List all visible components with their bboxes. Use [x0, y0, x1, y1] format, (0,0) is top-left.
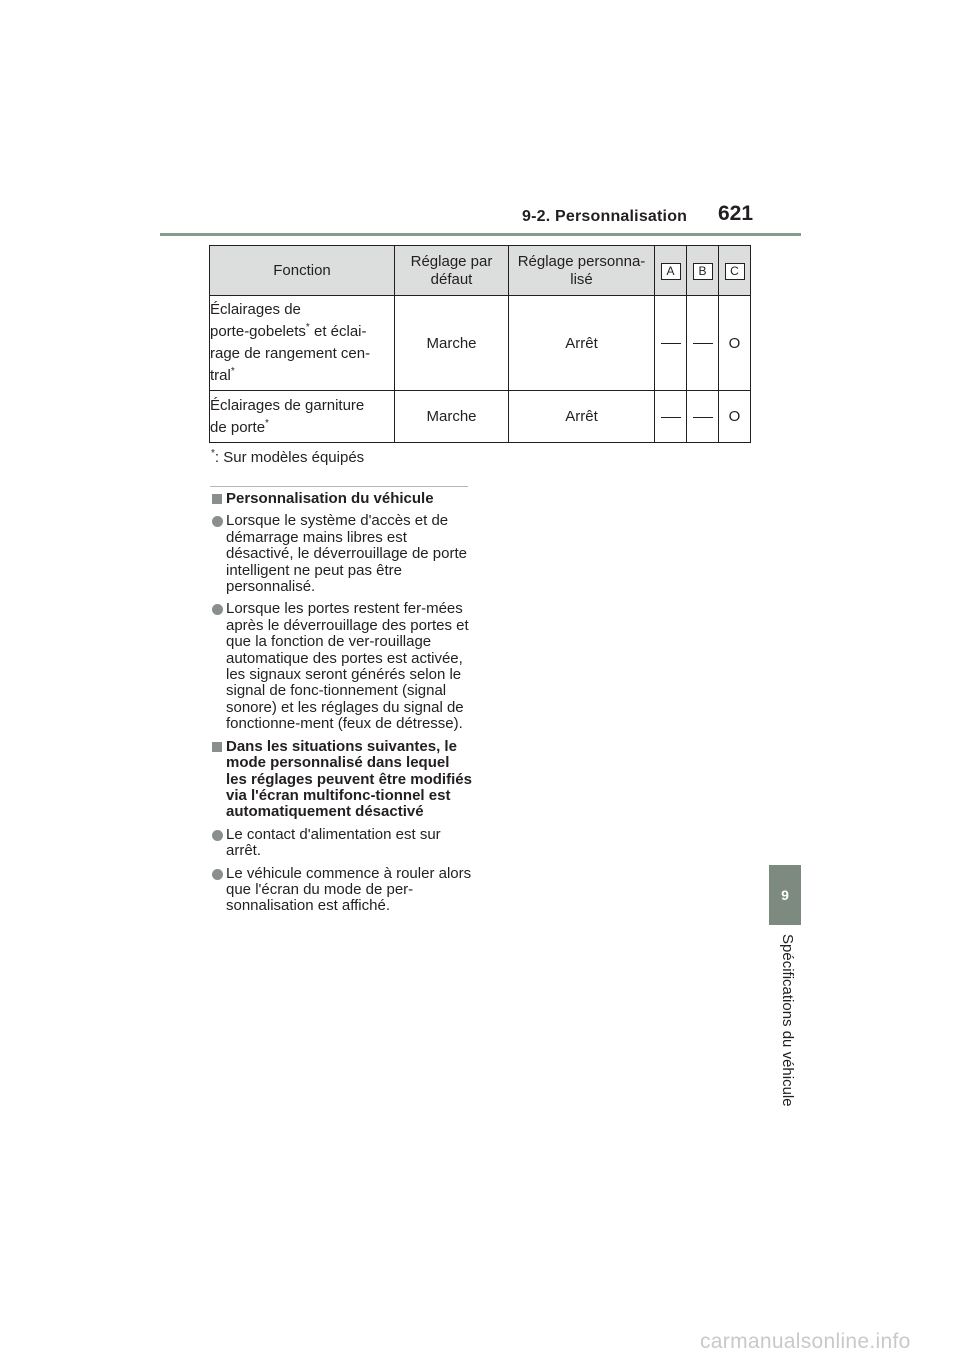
table-header-row — [210, 246, 751, 296]
function-text: de porte — [210, 418, 266, 436]
square-bullet-icon — [212, 494, 222, 504]
function-text: porte-gobelets — [210, 323, 306, 340]
b-cell — [687, 391, 719, 443]
table-row — [210, 296, 751, 391]
a-cell — [655, 391, 687, 443]
table-row — [210, 391, 751, 443]
asterisk: * — [305, 322, 310, 333]
default-cell: Marche — [395, 296, 509, 391]
a-cell — [655, 296, 687, 391]
asterisk: * — [230, 366, 235, 377]
dash-icon — [693, 343, 713, 344]
function-text: Éclairages de — [210, 301, 301, 318]
function-text: et éclai- — [309, 323, 367, 340]
c-cell: O — [719, 391, 751, 443]
function-cell — [210, 296, 395, 391]
section-heading — [211, 739, 473, 821]
chapter-tab: 9 — [769, 865, 801, 925]
circle-bullet-icon — [212, 516, 223, 527]
header-divider — [160, 233, 801, 236]
custom-cell: Arrêt — [509, 296, 655, 391]
header-custom: Réglage personna-lisé — [509, 246, 655, 296]
list-item-text: Le contact d'alimentation est sur arrêt. — [226, 825, 441, 860]
asterisk: * — [265, 417, 269, 429]
c-cell: O — [719, 296, 751, 391]
section-heading-text: Personnalisation du véhicule — [226, 490, 434, 507]
section-heading — [211, 491, 473, 507]
function-text: tral — [210, 367, 231, 384]
function-text: rage de rangement cen- — [210, 345, 371, 362]
custom-cell: Arrêt — [509, 391, 655, 443]
list-item-text: Lorsque les portes restent fer-mées après le déverrouillage des portes et que la fonction de ver-rouillage automatique des portes est activée, les signaux seront générés selon le signal de fonc-tionnement (signal sonore) et les réglages du signal de fonctionne-ment (feux de détresse). — [226, 600, 469, 733]
circle-bullet-icon — [212, 869, 223, 880]
section-heading-text: Dans les situations suivantes, le mode personnalisé dans lequel les réglages peuvent être modifiés via l'écran multifonc-tionnel est automatiquement désactivé — [226, 737, 472, 821]
b-cell — [687, 296, 719, 391]
notes-column — [211, 491, 473, 921]
section-divider — [210, 486, 468, 487]
dash-icon — [661, 417, 681, 418]
header-default: Réglage par défaut — [395, 246, 509, 296]
circle-bullet-icon — [212, 604, 223, 615]
header-c — [719, 246, 751, 296]
dash-icon — [693, 417, 713, 418]
list-item — [211, 866, 473, 915]
a-box-icon: A — [661, 263, 681, 280]
footnote-text: : Sur modèles équipés — [214, 449, 365, 466]
header-a — [655, 246, 687, 296]
list-item-text: Le véhicule commence à rouler alors que l'écran du mode de per-sonnalisation est affiché. — [226, 864, 472, 915]
function-cell — [210, 391, 395, 443]
c-box-icon: C — [725, 263, 745, 280]
asterisk: * — [211, 448, 215, 459]
b-box-icon: B — [693, 263, 713, 280]
watermark: carmanualsonline.info — [700, 1330, 911, 1353]
dash-icon — [661, 343, 681, 344]
function-text: Éclairages de garniture — [210, 396, 365, 414]
footnote — [211, 449, 364, 466]
section-title: 9-2. Personnalisation — [522, 208, 688, 225]
default-cell: Marche — [395, 391, 509, 443]
square-bullet-icon — [212, 742, 222, 752]
settings-table — [209, 245, 751, 443]
list-item — [211, 513, 473, 595]
header-b — [687, 246, 719, 296]
list-item-text: Lorsque le système d'accès et de démarrage mains libres est désactivé, le déverrouillage de porte intelligent ne peut pas être personnalisé. — [226, 512, 467, 596]
circle-bullet-icon — [212, 830, 223, 841]
list-item — [211, 601, 473, 732]
list-item — [211, 827, 473, 860]
page-number: 621 — [718, 202, 754, 225]
chapter-label: Spécifications du véhicule — [779, 934, 796, 1107]
header-function: Fonction — [210, 246, 395, 296]
